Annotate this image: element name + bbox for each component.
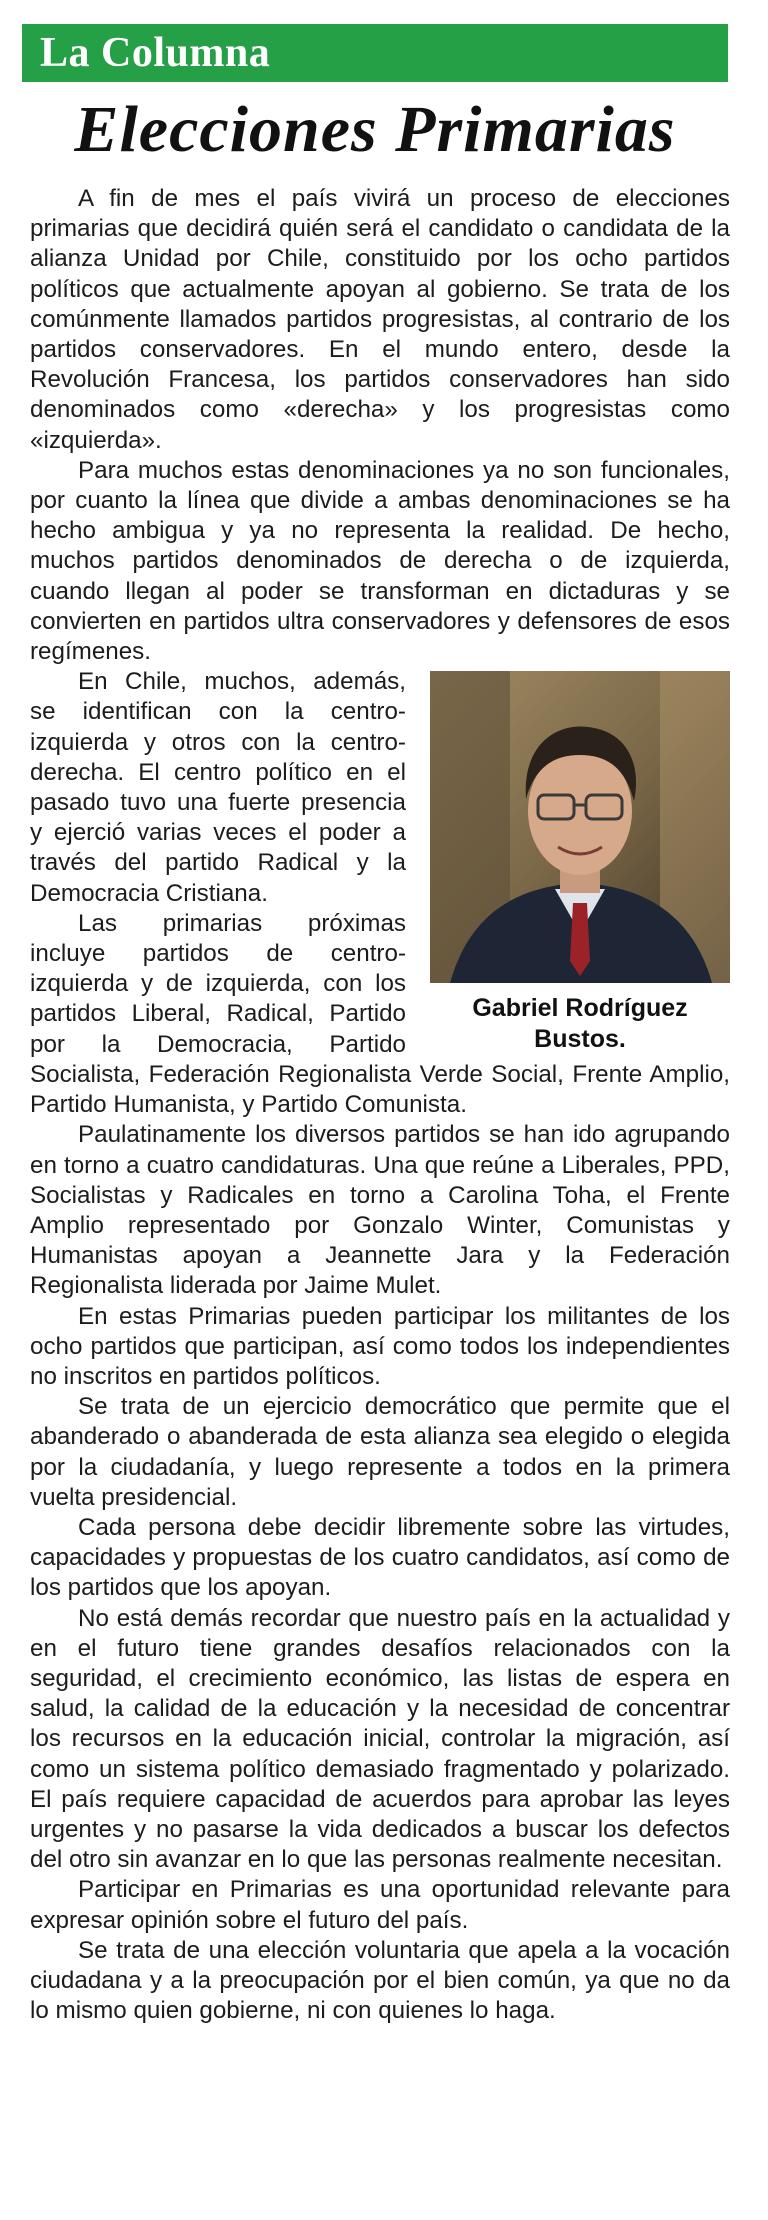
section-banner	[22, 24, 728, 82]
paragraph: No está demás recordar que nuestro país en la actualidad y en el futuro tiene grandes desafíos relacionados con la seguridad, el crecimiento económico, las listas de espera en salud, la calidad de la educación y la necesidad de concentrar los recursos en la educación inicial, controlar la migración, así como un sistema político demasiado fragmentado y polarizado. El país requiere capacidad de acuerdos para aprobar las leyes urgentes y no pasarse la vida dedicados a buscar los defectos del otro sin avanzar en lo que las personas realmente necesitan.	[30, 1604, 730, 1874]
paragraph: Participar en Primarias es una oportunidad relevante para expresar opinión sobre el futuro del país.	[30, 1876, 730, 1934]
section-label: La Columna	[40, 30, 271, 76]
paragraph: Se trata de una elección voluntaria que apela a la vocación ciudadana y a la preocupación por el bien común, ya que no da lo mismo quien gobierne, ni con quienes lo haga.	[30, 1936, 730, 2025]
article-headline: Elecciones Primarias	[74, 93, 676, 166]
paragraph: A fin de mes el país vivirá un proceso de elecciones primarias que decidirá quién será el candidato o candidata de la alianza Unidad por Chile, constituido por los ocho partidos políticos que actualmente apoyan al gobierno. Se trata de los comúnmente llamados partidos progresistas, al contrario de los partidos conservadores. En el mundo entero, desde la Revolución Francesa, los partidos conservadores han sido denominados como «derecha» y los progresistas como «izquierda».	[30, 185, 730, 454]
author-photo	[430, 671, 730, 983]
paragraph: Paulatinamente los diversos partidos se han ido agrupando en torno a cuatro candidaturas. Una que reúne a Liberales, PPD, Socialistas y Radicales en torno a Carolina Toha, el Frente Amplio representado por Gonzalo Winter, Comunistas y Humanistas apoyan a Jeannette Jara y la Federación Regionalista liderada por Jaime Mulet.	[30, 1121, 730, 1300]
author-portrait-image	[430, 671, 730, 983]
paragraph: Para muchos estas denominaciones ya no son funcionales, por cuanto la línea que divide a ambas denominaciones se ha hecho ambigua y ya no representa la realidad. De hecho, muchos partidos denominados de derecha o de izquierda, cuando llegan al poder se transforman en dictaduras y se convierten en partidos ultra conservadores y defensores de esos regímenes.	[30, 456, 730, 666]
article-body	[30, 184, 730, 2026]
paragraph: Las primarias próximas incluye partidos de centro-izquierda y de izquierda, con los partidos Liberal, Radical, Partido por la Democracia, Partido Socialista, Federación Regionalista Verde Social, Frente Amplio, Partido Humanista, y Partido Comunista.	[30, 909, 730, 1119]
caption-line-1: Gabriel Rodríguez	[472, 994, 688, 1023]
author-photo-box	[430, 671, 730, 1055]
paragraph: Se trata de un ejercicio democrático que permite que el abanderado o abanderada de esta alianza sea elegido o elegida por la ciudadanía, y luego represente a todos en la primera vuelta presidencial.	[30, 1393, 730, 1511]
paragraph: En estas Primarias pueden participar los militantes de los ocho partidos que participan, así como todos los independientes no inscritos en partidos políticos.	[30, 1302, 730, 1390]
paragraph: En Chile, muchos, además, se identifican con la centro-izquierda y otros con la centro-derecha. El centro político en el pasado tuvo una fuerte presencia y ejerció varias veces el poder a través del partido Radical y la Democracia Cristiana.	[30, 668, 406, 907]
photo-caption	[430, 993, 730, 1055]
caption-line-2: Bustos.	[534, 1025, 626, 1054]
paragraph: Cada persona debe decidir libremente sobre las virtudes, capacidades y propuestas de los cuatro candidatos, así como de los partidos que los apoyan.	[30, 1513, 730, 1602]
